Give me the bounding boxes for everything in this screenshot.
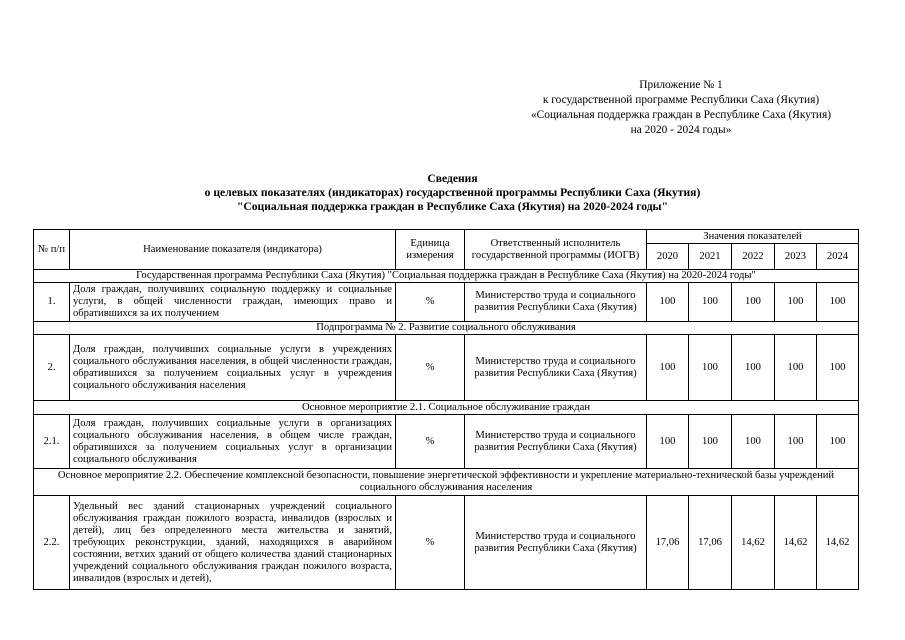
indicators-table [33, 229, 859, 590]
row-num: 2. [34, 335, 70, 401]
row-value: 100 [647, 335, 689, 401]
row-value: 100 [775, 415, 817, 469]
row-executor: Министерство труда и социального развития Республики Саха (Якутия) [465, 283, 647, 322]
row-value: 100 [732, 283, 775, 322]
table-row [34, 415, 859, 469]
row-value: 100 [775, 335, 817, 401]
header-name: Наименование показателя (индикатора) [70, 230, 396, 270]
row-value: 100 [775, 283, 817, 322]
section-row: Подпрограмма № 2. Развитие социального обслуживания [34, 322, 859, 335]
appendix-line: на 2020 - 2024 годы» [630, 124, 732, 136]
row-value: 100 [817, 335, 859, 401]
row-value: 100 [817, 415, 859, 469]
heading-line: "Социальная поддержка граждан в Республике Саха (Якутия) на 2020-2024 годы" [236, 200, 669, 213]
section-row: Государственная программа Республики Саха (Якутия) "Социальная поддержка граждан в Республике Саха (Якутия) на 2020-2024 годы" [34, 270, 859, 283]
row-value: 100 [817, 283, 859, 322]
row-num: 2.2. [34, 496, 70, 590]
appendix-line: «Социальная поддержка граждан в Республике Саха (Якутия) [530, 109, 832, 121]
row-value: 14,62 [775, 496, 817, 590]
row-value: 14,62 [817, 496, 859, 590]
appendix-line: к государственной программе Республики Саха (Якутия) [542, 94, 820, 106]
table-row [34, 496, 859, 590]
header-year: 2022 [732, 244, 775, 270]
table-row [34, 283, 859, 322]
table-row [34, 335, 859, 401]
section-row: Основное мероприятие 2.1. Социальное обслуживание граждан [34, 401, 859, 415]
row-executor: Министерство труда и социального развития Республики Саха (Якутия) [465, 415, 647, 469]
appendix-note [505, 78, 857, 138]
row-name: Доля граждан, получивших социальные услуги в учреждениях социального обслуживания населения, в общей численности граждан, обратившихся за получением социальных услуг в учреждения социального обслуживания населения [70, 335, 396, 401]
row-unit: % [396, 496, 465, 590]
row-unit: % [396, 283, 465, 322]
header-year: 2024 [817, 244, 859, 270]
row-value: 17,06 [647, 496, 689, 590]
row-value: 100 [647, 415, 689, 469]
row-num: 1. [34, 283, 70, 322]
header-year: 2021 [689, 244, 732, 270]
row-value: 100 [732, 335, 775, 401]
row-value: 100 [732, 415, 775, 469]
row-name: Доля граждан, получивших социальные услуги в организациях социального обслуживания населения, в общем числе граждан, обратившихся за получением социальных услуг в организации социального обслуживания [70, 415, 396, 469]
row-name: Доля граждан, получивших социальную поддержку и социальные услуги, в общей численности граждан, имеющих право и обратившихся за их получением [70, 283, 396, 322]
row-value: 14,62 [732, 496, 775, 590]
row-num: 2.1. [34, 415, 70, 469]
row-value: 100 [689, 335, 732, 401]
header-executor: Ответственный исполнитель государственной программы (ИОГВ) [465, 230, 647, 270]
header-year: 2020 [647, 244, 689, 270]
row-value: 100 [689, 283, 732, 322]
header-unit: Единица измерения [396, 230, 465, 270]
heading-line: о целевых показателях (индикаторах) государственной программы Республики Саха (Якутия) [204, 186, 701, 199]
section-row: Основное мероприятие 2.2. Обеспечение комплексной безопасности, повышение энергетической эффективности и укрепление материально-технической базы учреждений социального обслуживания населения [34, 469, 859, 496]
header-year: 2023 [775, 244, 817, 270]
row-value: 17,06 [689, 496, 732, 590]
row-value: 100 [647, 283, 689, 322]
heading-line: Сведения [427, 172, 478, 185]
header-num: № п/п [34, 230, 70, 270]
document-heading [0, 172, 905, 214]
row-executor: Министерство труда и социального развития Республики Саха (Якутия) [465, 496, 647, 590]
row-unit: % [396, 335, 465, 401]
row-executor: Министерство труда и социального развития Республики Саха (Якутия) [465, 335, 647, 401]
row-value: 100 [689, 415, 732, 469]
header-values: Значения показателей [647, 230, 859, 244]
row-unit: % [396, 415, 465, 469]
appendix-line: Приложение № 1 [639, 79, 723, 91]
row-name: Удельный вес зданий стационарных учреждений социального обслуживания граждан пожилого возраста, инвалидов (взрослых и детей), лиц без определенного места жительства и занятий, требующих реконструкции, зданий, находящихся в аварийном состоянии, ветхих зданий от общего количества зданий стационарных учреждений социального обслуживания граждан пожилого возраста, инвалидов (взрослых и детей), [70, 496, 396, 590]
